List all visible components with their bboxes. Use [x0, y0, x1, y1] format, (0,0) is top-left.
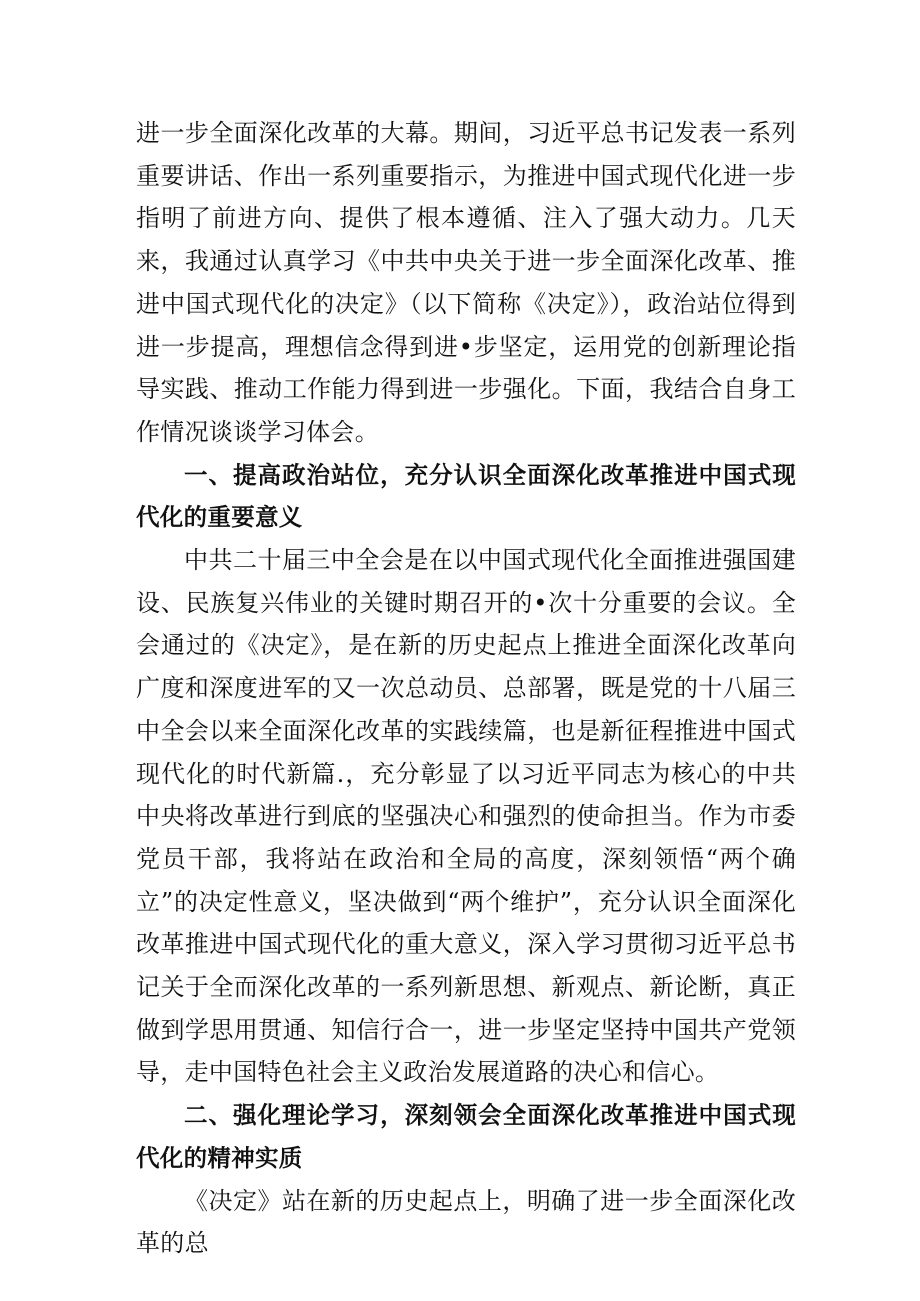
section-heading-2: 二、强化理论学习，深刻领会全面深化改革推进中国式现代化的精神实质	[136, 1101, 796, 1172]
document-body	[136, 112, 796, 1265]
paragraph-section-2-start: 《决定》站在新的历史起点上，明确了进一步全面深化改革的总	[136, 1186, 796, 1258]
section-heading-1: 一、提高政治站位，充分认识全面深化改革推进中国式现代化的重要意义	[136, 460, 796, 532]
paragraph-section-1: 中共二十届三中全会是在以中国式现代化全面推进强国建设、民族复兴伟业的关键时期召开的•次十分重要的会议。全会通过的《决定》，是在新的历史起点上推进全面深化改革向广度和深度进军的又一次总动员、总部署，既是党的十八届三中全会以来全面深化改革的实践续篇，也是新征程推进中国式现代化的时代新篇.，充分彰显了以习近平同志为核心的中共中央将改革进行到底的坚强决心和强烈的使命担当。作为市委党员干部，我将站在政治和全局的高度，深刻领悟“两个确立”的决定性意义，坚决做到“两个维护”，充分认识全面深化改革推进中国式现代化的重大意义，深入学习贯彻习近平总书记关于全而深化改革的一系列新思想、新观点、新论断，真正做到学思用贯通、知信行合一，进一步坚定坚持中国共产党领导，走中国特色社会主义政治发展道路的决心和信心。	[136, 546, 796, 1087]
paragraph-intro-continued: 进一步全面深化改革的大幕。期间，习近平总书记发表一系列重要讲话、作出一系列重要指示，为推进中国式现代化进一步指明了前进方向、提供了根本遵循、注入了强大动力。几天来，我通过认真学习《中共中央关于进一步全面深化改革、推进中国式现代化的决定》（以下简称《决定》），政治站位得到进一步提高，理想信念得到进•步坚定，运用党的创新理论指导实践、推动工作能力得到进一步强化。下面，我结合自身工作情况谈谈学习体会。	[136, 119, 796, 446]
